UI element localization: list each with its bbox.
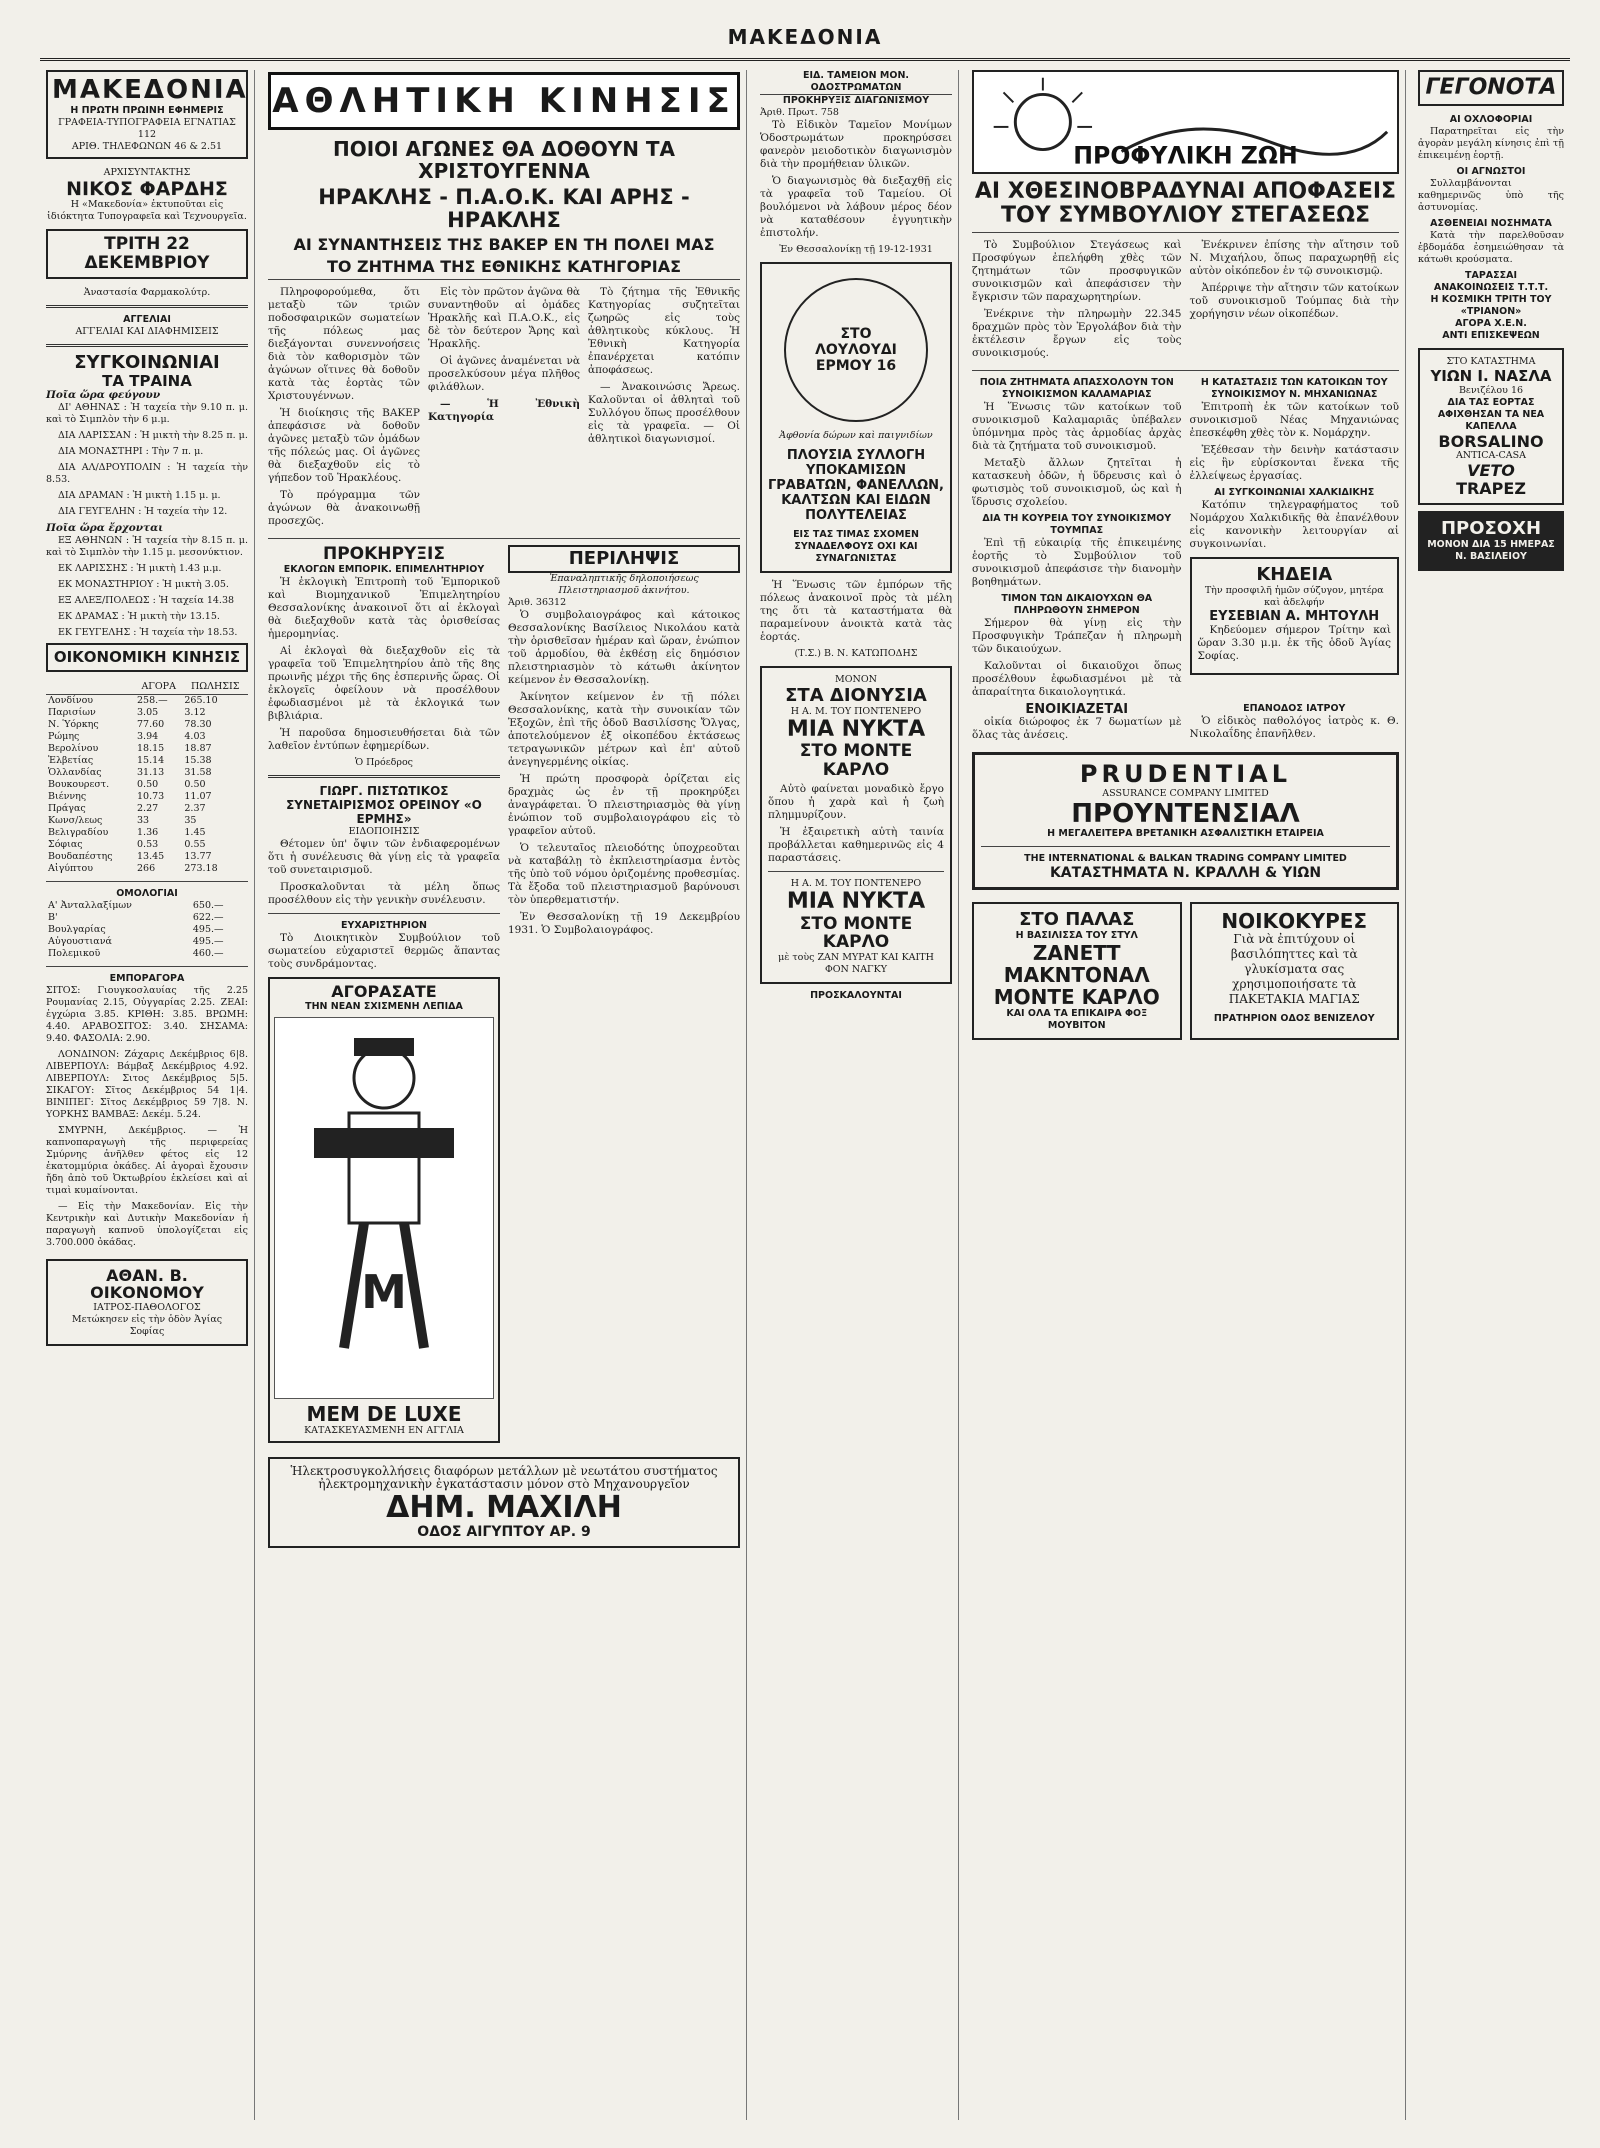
welding-text: Ἡλεκτροσυγκολλήσεις διαφόρων μετάλλων μὲ νεωτάτου συστήματος ἠλεκτρομηχανικὴν ἐγκατάστασιν μόνον στὸ Μηχανουργεῖον [290, 1463, 718, 1491]
summary-text: Ὁ συμβολαιογράφος καὶ κάτοικος Θεσσαλονίκης Βασίλειος Νικολάου κατὰ τὴν ὁρισθεῖσαν ἡμέραν καὶ ὥραν, ἐνώπιον τοῦ ἁρμοδίου, θὰ ἐκθέσῃ εἰς δημόσιον πλειστηριασμὸν τὸ κάτωθι ἀκίνητον κείμενον ἐν Θεσσαλονίκῃ. [508, 609, 740, 687]
events-title-box [1418, 70, 1564, 106]
paper-tagline: Η ΠΡΩΤΗ ΠΡΩΙΝΗ ΕΦΗΜΕΡΙΣ [70, 104, 224, 116]
masthead-title: ΜΑΚΕΔΟΝΙΑ [727, 25, 883, 49]
house-text: Γιὰ νὰ ἐπιτύχουν οἱ βασιλόπηττες καὶ τὰ γλυκίσματα σας χρησιμοποιήσατε τὰ ΠΑΚΕΤΑΚΙΑ ΜΑΓΙΑΣ [1228, 932, 1360, 1007]
palace-title: ΜΟΝΤΕ ΚΑΡΛΟ [993, 985, 1160, 1010]
issue-date: ΤΡΙΤΗ 22 ΔΕΚΕΜΒΡΙΟΥ [84, 234, 210, 274]
commerce-text: ΣΙΤΟΣ: Γιουγκοσλαυίας τῆς 2.25 Ρουμανίας 2.15, Οὐγγαρίας 2.25. ΖΕΑΙ: ἐγχώρια 3.85. ΚΡΙΘΗ: 3.85. ΒΡΩΜΗ: 4.40. ΑΡΑΒΟΣΙΤΟΣ: 3.40. ΣΗΣΑΜΑ: 9.40. ΦΑΣΟΛΙΑ: 2.90. [46, 984, 248, 1044]
notice2-title: ΓΙΩΡΓ. ΠΙΣΤΩΤΙΚΟΣ ΣΥΝΕΤΑΙΡΙΣΜΟΣ ΟΡΕΙΝΟΥ «Ο ΕΡΜΗΣ» [286, 784, 482, 827]
hat-shop-ad [1418, 348, 1564, 505]
tender-sign: Ἐν Θεσσαλονίκῃ τῇ 19-12-1931 [779, 244, 933, 255]
table-row: Ὁλλανδίας 31.13 31.58 [48, 766, 212, 778]
column-middle: ΕΙΔ. ΤΑΜΕΙΟΝ ΜΟΝ. ΟΔΟΣΤΡΩΜΑΤΩΝ ΠΡΟΚΗΡΥΞΙΣ ΔΙΑΓΩΝΙΣΜΟΥ Ἀριθ. Πρωτ. 758 Τὸ Εἰδικὸν Ταμεῖον Μονίμων Ὁδοστρωμάτων προκηρύσσει φανερὸν μειοδοτικὸν διαγωνισμὸν διὰ τὴν προμήθειαν ὑλικῶν. Ὁ διαγωνισμὸς θὰ διεξαχθῇ εἰς τὰ γραφεῖα τοῦ Ταμείου. Οἱ βουλόμενοι νὰ λάβουν μέρος δέον νὰ καταθέσουν ἐγγυητικὴν ἐπιστολήν. Ἐν Θεσσαλονίκῃ τῇ 19-12-1931 ΣΤΟ ΛΟΥΛΟΥΔΙ ΕΡΜΟΥ 16 Ἀφθονία δώρων καὶ παιγνιδίων ΠΛΟΥΣΙΑ ΣΥΛΛΟΓΗ ΥΠΟΚΑΜΙΣΩΝ ΓΡΑΒΑΤΩΝ, ΦΑΝΕΛΛΩΝ, ΚΑΛΤΣΩΝ ΚΑΙ ΕΙΔΩΝ ΠΟΛΥΤΕΛΕΙΑΣ ΕΙΣ ΤΑΣ ΤΙΜΑΣ ΣΧΟΜΕΝ ΣΥΝΑΔΕΛΦΟΥΣ ΟΧΙ ΚΑΙ ΣΥΝΑΓΩΝΙΣΤΑΣ Ἡ Ἕνωσις τῶν ἐμπόρων τῆς πόλεως ἀνακοινοῖ πρὸς τὰ μέλη της ὅτι τὰ καταστήματα θὰ παραμείνουν ἀνοικτὰ κατὰ τὰς ἑορτάς. (Τ.Σ.) Β. Ν. ΚΑΤΩΠΟΔΗΣ ΜΟΝΟΝ ΣΤΑ ΔΙΟΝΥΣΙΑ Η Α. Μ. ΤΟΥ ΠΟΝΤΕΝΕΡΟ ΜΙΑ ΝΥΚΤΑ ΣΤΟ ΜΟΝΤΕ ΚΑΡΛΟ Αὐτὸ φαίνεται μοναδικὸ ἔργο ὅπου ἡ χαρὰ καὶ ἡ ζωὴ πλημμυρίζουν. Ἡ ἐξαιρετικὴ αὐτὴ ταινία προβάλλεται καθημερινῶς εἰς 4 παραστάσεις. Η Α. Μ. ΤΟΥ ΠΟΝΤΕΝΕΡΟ ΜΙΑ ΝΥΚΤΑ ΣΤΟ ΜΟΝΤΕ ΚΑΡΛΟ μὲ τοὺς ΖΑΝ ΜΥΡΑΤ ΚΑΙ ΚΑΙΤΗ ΦΟΝ ΝΑΓΚΥ ΠΡΟΣΚΑΛΟΥΝΤΑΙ [754, 70, 959, 2120]
summary-number: Ἀριθ. 36312 [508, 597, 567, 609]
event-heading: ΑΝΑΚΟΙΝΩΣΕΙΣ Τ.Τ.Τ. [1433, 282, 1549, 294]
table-row: Βιέννης 10.73 11.07 [48, 790, 212, 802]
departures-title: Ποῖα ὥρα φεύγουν [46, 389, 161, 402]
press-note: Η «Μακεδονία» ἐκτυποῦται εἰς ἰδιόκτητα Τυπογραφεῖα καὶ Τεχνουργεῖα. [47, 199, 247, 223]
return-text: Ὁ εἰδικὸς παθολόγος ἰατρὸς κ. Θ. Νικολαΐδης ἐπανῆλθεν. [1189, 715, 1399, 741]
razor-man-illustration [274, 1017, 494, 1399]
column-sports [262, 70, 747, 2120]
cinema1-title: ΜΙΑ ΝΥΚΤΑ [786, 716, 926, 742]
union-sign: (Τ.Σ.) Β. Ν. ΚΑΤΩΠΟΔΗΣ [794, 648, 918, 659]
sec1-text: Ἡ Ἕνωσις τῶν κατοίκων τοῦ συνοικισμοῦ Καλαμαριᾶς ὑπέβαλεν ὑπόμνημα πρὸς τὰς ἁρμοδίας ἀρχὰς διὰ τὰ ζητήματα τοῦ συνοικισμοῦ. [972, 401, 1182, 453]
ads-text: ΑΓΓΕΛΙΑΙ ΚΑΙ ΔΙΑΦΗΜΙΣΕΙΣ [75, 325, 219, 337]
event-heading: Η ΚΟΣΜΙΚΗ ΤΡΙΤΗ ΤΟΥ «ΤΡΙΑΝΟΝ» [1430, 294, 1552, 318]
refugee-headline-2: ΤΟΥ ΣΥΜΒΟΥΛΙΟΥ ΣΤΕΓΑΣΕΩΣ [972, 204, 1399, 233]
list-item: ΔΙΑ ΛΑΡΙΣΣΑΝ : Ἡ μικτὴ τὴν 8.25 π. μ. [58, 430, 248, 442]
bonds-title: ΟΜΟΛΟΓΙΑΙ [116, 887, 178, 899]
palace-top: ΣΤΟ ΠΑΛΑΣ [1019, 909, 1135, 931]
arrivals-title: Ποῖα ὥρα ἔρχονται [46, 522, 164, 535]
shop-text-2: ΠΛΟΥΣΙΑ ΣΥΛΛΟΓΗ ΥΠΟΚΑΜΙΣΩΝ ΓΡΑΒΑΤΩΝ, ΦΑΝΕΛΛΩΝ, ΚΑΛΤΣΩΝ ΚΑΙ ΕΙΔΩΝ ΠΟΛΥΤΕΛΕΙΑΣ [768, 448, 944, 523]
paper-title: ΜΑΚΕΔΟΝΙΑ [52, 75, 248, 105]
house-shop: ΠΡΑΤΗΡΙΟΝ ΟΔΟΣ ΒΕΝΙΖΕΛΟΥ [1213, 1013, 1375, 1025]
refugee-text-a: Τὸ Συμβούλιον Στεγάσεως καὶ Προσφύγων ἐπελήφθη χθὲς τῶν ζητημάτων τῶν προσφυγικῶν συνοικισμῶν καὶ ἀπεφάσισεν τὴν ἔγκρισιν τῶν παραχωρητηρίων. [972, 239, 1182, 304]
table-row: Α' Ἀνταλλαξίμων 650.— [48, 899, 224, 911]
paper-address: ΓΡΑΦΕΙΑ-ΤΥΠΟΓΡΑΦΕΙΑ ΕΓΝΑΤΙΑΣ 112 [58, 116, 236, 140]
table-row: Κωνσ/λεως 33 35 [48, 814, 197, 826]
banner-title: ΠΡΟΦΥΛΙΚΗ ΖΩΗ [1073, 141, 1298, 170]
article-paragraph: — Ἀνακοινώσις Ἄρεως. Καλοῦνται οἱ ἀθληταὶ τοῦ Συλλόγου ὅπως προσέλθουν εἰς τὰ γραφεῖα. — Οἱ ἀθλητικοὶ διαγωνισμοί. [588, 381, 740, 446]
palace-cinema-ad [972, 902, 1182, 1040]
prudential-desc: Η ΜΕΓΑΛΕΙΤΕΡΑ ΒΡΕΤΑΝΙΚΗ ΑΣΦΑΛΙΣΤΙΚΗ ΕΤΑΙΡΕΙΑ [1047, 828, 1324, 840]
doctor-address: Μετώκησεν εἰς τὴν ὁδὸν Ἀγίας Σοφίας [71, 1313, 223, 1337]
thanks-text: Τὸ Διοικητικὸν Συμβούλιον τοῦ σωματείου εὐχαριστεῖ θερμῶς ἅπαντας τοὺς συνδράμοντας. [268, 932, 500, 971]
column-events: ΓΕΓΟΝΟΤΑ ΑΙ ΟΧΛΟΦΟΡΙΑΙ Παρατηρεῖται εἰς τὴν ἀγορὰν μεγάλη κίνησις ἐπὶ τῇ ἐπικειμένῃ ἑορτῇ. ΟΙ ΑΓΝΩΣΤΟΙ Συλλαμβάνονται καθημερινῶς ὑπὸ τῆς ἀστυνομίας. ΑΣΘΕΝΕΙΑΙ ΝΟΣΗΜΑΤΑ Κατὰ τὴν παρελθοῦσαν ἑβδομάδα ἐσημειώθησαν τὰ κάτωθι κρούσματα. ΤΑΡΑΣΣΑΙ ΑΝΑΚΟΙΝΩΣΕΙΣ Τ.Τ.Τ. Η ΚΟΣΜΙΚΗ ΤΡΙΤΗ ΤΟΥ «ΤΡΙΑΝΟΝ» ΑΓΟΡΑ Χ.Ε.Ν. ΑΝΤΙ ΕΠΙΣΚΕΨΕΩΝ ΣΤΟ ΚΑΤΑΣΤΗΜΑ ΥΙΩΝ Ι. ΝΑΣΛΑ Βενιζέλου 16 ΔΙΑ ΤΑΣ ΕΟΡΤΑΣ ΑΦΙΧΘΗΣΑΝ ΤΑ ΝΕΑ ΚΑΠΕΛΛΑ BORSALINO ANTICA-CASA VETO TRAPEZ ΠΡΟΣΟΧΗ ΜΟΝΟΝ ΔΙΑ 15 ΗΜΕΡΑΣ Ν. ΒΑΣΙΛΕΙΟΥ [1412, 70, 1570, 2120]
attention-text: ΜΟΝΟΝ ΔΙΑ 15 ΗΜΕΡΑΣ [1427, 539, 1555, 551]
cinema1-title2: ΣΤΟ ΜΟΝΤΕ ΚΑΡΛΟ [799, 740, 913, 780]
event-heading: ΑΙ ΟΧΛΟΦΟΡΙΑΙ [1449, 114, 1533, 126]
shop-circle: ΣΤΟ ΛΟΥΛΟΥΔΙ ΕΡΜΟΥ 16 [784, 278, 928, 422]
notice1-title: ΠΡΟΚΗΡΥΞΙΣ [323, 544, 445, 565]
cinema1-text: Αὐτὸ φαίνεται μοναδικὸ ἔργο ὅπου ἡ χαρὰ καὶ ἡ ζωὴ πλημμυρίζουν. [768, 783, 944, 822]
masthead [40, 18, 1570, 61]
table-row: Ἑλβετίας 15.14 15.38 [48, 754, 212, 766]
notice1-sub: ΕΚΛΟΓΩΝ ΕΜΠΟΡΙΚ. ΕΠΙΜΕΛΗΤΗΡΙΟΥ [283, 564, 485, 576]
editor-label: ΑΡΧΙΣΥΝΤΑΚΤΗΣ [103, 166, 191, 178]
notice1-sign: Ὁ Πρόεδρος [354, 757, 414, 769]
notice-bottom: ΠΡΟΣΚΑΛΟΥΝΤΑΙ [810, 989, 902, 1001]
list-item: ΔΙ' ΑΘΗΝΑΣ : Ἡ ταχεία τὴν 9.10 π. μ. καὶ τὸ Σιμπλὸν τὴν 6 μ.μ. [46, 402, 248, 426]
title-box [46, 70, 248, 159]
paper-phones: ΑΡΙΘ. ΤΗΛΕΦΩΝΩΝ 46 & 2.51 [71, 140, 223, 152]
poster-title: ΑΓΟΡΑΣΑΤΕ [331, 982, 437, 1002]
table-row: Β' 622.— [48, 911, 224, 923]
flower-shop-ad [760, 262, 952, 573]
hat-shop-addr: Βενιζέλου 16 [1458, 384, 1524, 396]
funeral-notice [1190, 557, 1400, 675]
funeral-title: ΚΗΔΕΙΑ [1256, 564, 1333, 586]
newspaper-page [40, 18, 1570, 2128]
notices-column: ΠΡΟΚΗΡΥΞΙΣ ΕΚΛΟΓΩΝ ΕΜΠΟΡΙΚ. ΕΠΙΜΕΛΗΤΗΡΙΟΥ Ἡ ἐκλογικὴ Ἐπιτροπὴ τοῦ Ἐμπορικοῦ καὶ Βιομηχανικοῦ Ἐπιμελητηρίου Θεσσαλονίκης ἀνακοινοῖ ὅτι αἱ ἐκλογαὶ θὰ διεξαχθοῦν κατὰ τὰς ὁρισθείσας ἡμερομηνίας. Αἱ ἐκλογαὶ θὰ διεξαχθοῦν εἰς τὰ γραφεῖα τοῦ Ἐπιμελητηρίου ἀπὸ τῆς 8ης πρωινῆς μέχρι τῆς 6ης ἑσπερινῆς ὥρας. Οἱ ἐκλογεῖς ὀφείλουν νὰ προσέλθουν ἐφωδιασμένοι μὲ τὰ ἐκλογικά των βιβλιάρια. Ἡ παροῦσα δημοσιευθήσεται διὰ τῶν λαθεῖον ἐντύπων ἐφημερίδων. Ὁ Πρόεδρος ΓΙΩΡΓ. ΠΙΣΤΩΤΙΚΟΣ ΣΥΝΕΤΑΙΡΙΣΜΟΣ ΟΡΕΙΝΟΥ «Ο ΕΡΜΗΣ» ΕΙΔΟΠΟΙΗΣΙΣ Θέτομεν ὑπ' ὄψιν τῶν ἐνδιαφερομένων ὅτι ἡ συνέλευσις θὰ γίνῃ εἰς τὰ γραφεῖα τοῦ συνεταιρισμοῦ. Προσκαλοῦνται τὰ μέλη ὅπως προσέλθουν εἰς τὴν γενικὴν συνέλευσιν. ΕΥΧΑΡΙΣΤΗΡΙΟΝ Τὸ Διοικητικὸν Συμβούλιον τοῦ σωματείου εὐχαριστεῖ θερμῶς ἅπαντας τοὺς συνδράμοντας. ΑΓΟΡΑΣΑΤΕ ΤΗΝ ΝΕΑΝ ΣΧΙΣΜΕΝΗ ΛΕΠΙΔΑ M MEM DE LUXE ΚΑΤΑΣΚΕΥΑΣΜΕΝΗ ΕΝ ΑΓΓΛΙΑ [268, 545, 500, 1448]
hat-shop-name: ΥΙΩΝ Ι. ΝΑΣΛΑ [1430, 367, 1552, 386]
refugee-life-banner [972, 70, 1399, 174]
ads-label: ΑΓΓΕΛΙΑΙ [123, 313, 171, 325]
headline-2: ΗΡΑΚΛΗΣ - Π.Α.Ο.Κ. ΚΑΙ ΑΡΗΣ - ΗΡΑΚΛΗΣ [318, 185, 690, 233]
list-item: ΔΙΑ ΔΡΑΜΑΝ : Ἡ μικτὴ 1.15 μ. μ. [58, 490, 221, 502]
cinema2-cast: μὲ τοὺς ΖΑΝ ΜΥΡΑΤ ΚΑΙ ΚΑΙΤΗ ΦΟΝ ΝΑΓΚΥ [778, 951, 934, 975]
attention-foot: Ν. ΒΑΣΙΛΕΙΟΥ [1455, 551, 1527, 563]
list-item: ΔΙΑ ΑΛ/ΔΡΟΥΠΟΛΙΝ : Ἡ ταχεία τὴν 8.53. [46, 462, 248, 486]
tender-sub: ΠΡΟΚΗΡΥΞΙΣ ΔΙΑΓΩΝΙΣΜΟΥ [782, 95, 930, 106]
brand-trapez: TRAPEZ [1456, 478, 1526, 498]
tender-text: Τὸ Εἰδικὸν Ταμεῖον Μονίμων Ὁδοστρωμάτων προκηρύσσει φανερὸν μειοδοτικὸν διαγωνισμὸν διὰ τὴν προμήθειαν ὑλικῶν. [760, 119, 952, 170]
welding-address: ΟΔΟΣ ΑΙΓΥΠΤΟΥ ΑΡ. 9 [417, 1523, 591, 1540]
prudential-sub: ASSURANCE COMPANY LIMITED [1102, 787, 1269, 799]
sports-banner: ΑΘΛΗΤΙΚΗ ΚΙΝΗΣΙΣ [268, 72, 740, 130]
cinema1-venue: ΣΤΑ ΔΙΟΝΥΣΙΑ [785, 685, 927, 706]
sec1-title: ΠΟΙΑ ΖΗΤΗΜΑΤΑ ΑΠΑΣΧΟΛΟΥΝ ΤΟΝ ΣΥΝΟΙΚΙΣΜΟΝ ΚΑΛΑΜΑΡΙΑΣ [979, 377, 1174, 401]
rent-title: ΕΝΟΙΚΙΑΖΕΤΑΙ [1025, 702, 1129, 718]
house-title: ΝΟΙΚΟΚΥΡΕΣ [1221, 909, 1368, 934]
transport-title: ΣΥΓΚΟΙΝΩΝΙΑΙ [74, 351, 220, 373]
table-header: ΠΩΛΗΣΙΣ [182, 680, 248, 695]
event-heading: ΟΙ ΑΓΝΩΣΤΟΙ [1456, 166, 1526, 178]
brand-veto: VETO [1467, 461, 1515, 481]
funeral-name: ΕΥΣΕΒΙΑΝ Α. ΜΗΤΟΥΛΗ [1209, 609, 1380, 625]
hat-shop-top: ΣΤΟ ΚΑΤΑΣΤΗΜΑ [1446, 356, 1536, 368]
events-title: ΓΕΓΟΝΟΤΑ [1425, 75, 1557, 100]
sec3-text: Σήμερον θὰ γίνῃ εἰς τὴν Προσφυγικὴν Τράπεζαν ἡ πληρωμὴ τῶν δικαιούχων. [972, 617, 1182, 656]
summary-column: ΠΕΡΙΛΗΨΙΣ Ἐπαναληπτικῆς δηλοποιήσεως Πλειστηριασμοῦ ἀκινήτου. Ἀριθ. 36312 Ὁ συμβολαιογράφος καὶ κάτοικος Θεσσαλονίκης Βασίλειος Νικολάου κατὰ τὴν ὁρισθεῖσαν ἡμέραν καὶ ὥραν, ἐνώπιον τοῦ ἁρμοδίου, θὰ ἐκθέσῃ εἰς δημόσιον πλειστηριασμὸν τὸ κάτωθι ἀκίνητον κείμενον ἐν Θεσσαλονίκῃ. Ἀκίνητον κείμενον ἐν τῇ πόλει Θεσσαλονίκης, κατὰ τὴν συνοικίαν τῶν Ἐξοχῶν, ἐπὶ τῆς ὁδοῦ Βασιλίσσης Ὄλγας, ἀποτελούμενον ἐξ οἰκοπέδου ἐκτάσεως τετραγωνικῶν μέτρων καὶ ἐπ' αὐτοῦ ἀνεγηγερμένης οἰκίας. Ἡ πρώτη προσφορὰ ὁρίζεται εἰς δραχμὰς ὡς ἐν τῇ προκηρύξει ἀναγράφεται. Ὁ πλειστηριασμὸς θὰ γίνῃ ἐνώπιον τοῦ συμβολαιογράφου εἰς τὸ γραφεῖον αὐτοῦ. Ὁ τελευταῖος πλειοδότης ὑποχρεοῦται νὰ καταβάλῃ τὸ ἐκπλειστηρίασμα ἐντὸς τῆς ὑπὸ τοῦ νόμου ὁριζομένης προθεσμίας. Τὰ ἔξοδα τοῦ πλειστηριασμοῦ βαρύνουσι τὸν ὑπερθεματιστήν. Ἐν Θεσσαλονίκῃ τῇ 19 Δεκεμβρίου 1931. Ὁ Συμβολαιογράφος. [508, 545, 740, 1448]
housewives-ad [1190, 902, 1400, 1040]
notice2-sub: ΕΙΔΟΠΟΙΗΣΙΣ [348, 826, 420, 838]
econ-title: ΟΙΚΟΝΟΜΙΚΗ ΚΙΝΗΣΙΣ [53, 648, 241, 667]
saints-of-day: Ἀναστασία Φαρμακολύτρ. [83, 286, 211, 298]
razor-man-icon [275, 1018, 493, 1398]
table-row: Λονδίνου 258.— 265.10 [48, 694, 218, 706]
table-row: Σόφιας 0.53 0.55 [48, 838, 206, 850]
poster-foot: ΚΑΤΑΣΚΕΥΑΣΜΕΝΗ ΕΝ ΑΓΓΛΙΑ [304, 1424, 464, 1436]
sec4-text: Ἐπιτροπὴ ἐκ τῶν κατοίκων τοῦ συνοικισμοῦ Νέας Μηχανιώνας ἐπεσκέφθη χθὲς τὸν κ. Νομάρχην. [1189, 401, 1399, 440]
table-row: Βερολίνου 18.15 18.87 [48, 742, 212, 754]
cinema2-title: ΜΙΑ ΝΥΚΤΑ [786, 889, 926, 915]
attention-title: ΠΡΟΣΟΧΗ [1440, 518, 1542, 540]
list-item: ΕΚ ΓΕΥΓΕΛΗΣ : Ἡ ταχεία τὴν 18.53. [58, 627, 238, 639]
attention-ad [1418, 511, 1564, 571]
palace-sub: Η ΒΑΣΙΛΙΣΣΑ ΤΟΥ ΣΤΥΛ [1015, 930, 1138, 942]
arrivals-list [46, 535, 248, 639]
poster-sub: ΤΗΝ ΝΕΑΝ ΣΧΙΣΜΕΝΗ ΛΕΠΙΔΑ [305, 1000, 463, 1012]
palace-star: ΖΑΝΕΤΤ ΜΑΚΝΤΟΝΑΛ [1003, 941, 1150, 988]
summary-title: ΠΕΡΙΛΗΨΙΣ [508, 545, 740, 573]
headline-4: ΤΟ ΖΗΤΗΜΑ ΤΗΣ ΕΘΝΙΚΗΣ ΚΑΤΗΓΟΡΙΑΣ [268, 258, 740, 281]
prudential-rep: THE INTERNATIONAL & BALKAN TRADING COMPANY LIMITED [1024, 853, 1347, 865]
palace-sub2: ΚΑΙ ΟΛΑ ΤΑ ΕΠΙΚΑΙΡΑ ΦΟΞ ΜΟΥΒΙΤΟΝ [1006, 1008, 1148, 1032]
sec2-text: Ἐπὶ τῇ εὐκαιρίᾳ τῆς ἐπικειμένης ἑορτῆς τὸ Συμβούλιον τοῦ συνοικισμοῦ ἀπεφάσισε τὴν διανομὴν βοηθημάτων. [972, 537, 1182, 589]
headline-1: ΠΟΙΟΙ ΑΓΩΝΕΣ ΘΑ ΔΟΘΟΥΝ ΤΑ ΧΡΙΣΤΟΥΓΕΝΝΑ [332, 137, 676, 183]
list-item: ΕΞ ΑΛΕΞ/ΠΟΛΕΩΣ : Ἡ ταχεία 14.38 [58, 595, 235, 607]
cinema1-sub: Η Α. Μ. ΤΟΥ ΠΟΝΤΕΝΕΡΟ [790, 705, 922, 717]
column-refugees: ΠΡΟΦΥΛΙΚΗ ΖΩΗ ΑΙ ΧΘΕΣΙΝΟΒΡΑΔΥΝΑΙ ΑΠΟΦΑΣΕΙΣ ΤΟΥ ΣΥΜΒΟΥΛΙΟΥ ΣΤΕΓΑΣΕΩΣ Τὸ Συμβούλιον Στεγάσεως καὶ Προσφύγων ἐπελήφθη χθὲς τῶν ζητημάτων τῶν προσφυγικῶν συνοικισμῶν καὶ ἀπεφάσισεν τὴν ἔγκρισιν τῶν παραχωρητηρίων. Ἐνέκρινε τὴν πληρωμὴν 22.345 δραχμῶν πρὸς τὸν Ἐργολάβον διὰ τὴν ἐκτέλεσιν ἔργων εἰς τοὺς συνοικισμούς. Ἐνέκρινεν ἐπίσης τὴν αἴτησιν τοῦ Ν. Μιχαήλου, ὅπως παραχωρηθῇ εἰς αὐτὸν οἰκόπεδον ἐν τῷ συνοικισμῷ. Ἀπέρριψε τὴν αἴτησιν τῶν κατοίκων τοῦ συνοικισμοῦ Τούμπας διὰ τὴν χορήγησιν νέων οἰκοπέδων. ΠΟΙΑ ΖΗΤΗΜΑΤΑ ΑΠΑΣΧΟΛΟΥΝ ΤΟΝ ΣΥΝΟΙΚΙΣΜΟΝ ΚΑΛΑΜΑΡΙΑΣ Ἡ Ἕνωσις τῶν κατοίκων τοῦ συνοικισμοῦ Καλαμαριᾶς ὑπέβαλεν ὑπόμνημα πρὸς τὰς ἁρμοδίας ἀρχὰς διὰ τὰ ζητήματα τοῦ συνοικισμοῦ. Μεταξὺ ἄλλων ζητεῖται ἡ κατασκευὴ ὁδῶν, ἡ ὕδρευσις καὶ ὁ φωτισμὸς τοῦ συνοικισμοῦ, ὡς καὶ ἡ ἵδρυσις σχολείου. ΔΙΑ ΤΗ ΚΟΥΡΕΙΑ ΤΟΥ ΣΥΝΟΙΚΙΣΜΟΥ ΤΟΥΜΠΑΣ Ἐπὶ τῇ εὐκαιρίᾳ τῆς ἐπικειμένης ἑορτῆς τὸ Συμβούλιον τοῦ συνοικισμοῦ ἀπεφάσισε τὴν διανομὴν βοηθημάτων. ΤΙΜΟΝ ΤΩΝ ΔΙΚΑΙΟΥΧΩΝ ΘΑ ΠΛΗΡΩΘΟΥΝ ΣΗΜΕΡΟΝ Σήμερον θὰ γίνῃ εἰς τὴν Προσφυγικὴν Τράπεζαν ἡ πληρωμὴ τῶν δικαιούχων. Καλοῦνται οἱ δικαιοῦχοι ὅπως προσέλθουν ἐφωδιασμένοι μὲ τὰ ἀπαραίτητα δικαιολογητικά. Η ΚΑΤΑΣΤΑΣΙΣ ΤΩΝ ΚΑΤΟΙΚΩΝ ΤΟΥ ΣΥΝΟΙΚΙΣΜΟΥ Ν. ΜΗΧΑΝΙΩΝΑΣ Ἐπιτροπὴ ἐκ τῶν κατοίκων τοῦ συνοικισμοῦ Νέας Μηχανιώνας ἐπεσκέφθη χθὲς τὸν κ. Νομάρχην. Ἐξέθεσαν τὴν δεινὴν κατάστασιν εἰς ἣν εὑρίσκονται ἕνεκα τῆς ἐλλείψεως ἐργασίας. ΑΙ ΣΥΓΚΟΙΝΩΝΙΑΙ ΧΑΛΚΙΔΙΚΗΣ Κατόπιν τηλεγραφήματος τοῦ Νομάρχου Χαλκιδικῆς θὰ ἐπανέλθουν εἰς κανονικὴν λειτουργίαν αἱ συγκοινωνίαι. ΚΗΔΕΙΑ Τὴν προσφιλῆ ἡμῶν σύζυγον, μητέρα καὶ ἀδελφήν ΕΥΣΕΒΙΑΝ Α. ΜΗΤΟΥΛΗ Κηδεύομεν σήμερον Τρίτην καὶ ὥραν 3.30 μ.μ. ἐκ τῆς ὁδοῦ Ἁγίας Σοφίας. ΕΝΟΙΚΙΑΖΕΤΑΙ οἰκία διώροφος ἐκ 7 δωματίων μὲ ὅλας τὰς ἀνέσεις. ΕΠΑΝΟΔΟΣ ΙΑΤΡΟΥ Ὁ εἰδικὸς παθολόγος ἰατρὸς κ. Θ. Νικολαΐδης ἐπανῆλθεν. PRUDENTIAL ASSURANCE COMPANY LIMITED ΠΡΟΥΝΤΕΝΣΙΑΛ Η ΜΕΓΑΛΕΙΤΕΡΑ ΒΡΕΤΑΝΙΚΗ ΑΣΦΑΛΙΣΤΙΚΗ ΕΤΑΙΡΕΙΑ THE INTERNATIONAL & BALKAN TRADING COMPANY LIMITED ΚΑΤΑΣΤΗΜΑΤΑ Ν. ΚΡΑΛΛΗ & ΥΙΩΝ ΣΤΟ ΠΑΛΑΣ Η ΒΑΣΙΛΙΣΣΑ ΤΟΥ ΣΤΥΛ ΖΑΝΕΤΤ ΜΑΚΝΤΟΝΑΛ ΜΟΝΤΕ ΚΑΡΛΟ ΚΑΙ ΟΛΑ ΤΑ ΕΠΙΚΑΙΡΑ ΦΟΞ ΜΟΥΒΙΤΟΝ ΝΟΙΚΟΚΥΡΕΣ Γιὰ νὰ ἐπιτύχουν οἱ βασιλόπηττες καὶ τὰ γλυκίσματα σας χρησιμοποιήσατε τὰ ΠΑΚΕΤΑΚΙΑ ΜΑΓΙΑΣ ΠΡΑΤΗΡΙΟΝ ΟΔΟΣ ΒΕΝΙΖΕΛΟΥ [966, 70, 1406, 2120]
date-box [46, 229, 248, 278]
prudential-ad [972, 752, 1399, 890]
refugee-text-b: Ἐνέκρινεν ἐπίσης τὴν αἴτησιν τοῦ Ν. Μιχαήλου, ὅπως παραχωρηθῇ εἰς αὐτὸν οἰκόπεδον ἐν τῷ συνοικισμῷ. [1189, 239, 1399, 278]
sports-article: Πληροφορούμεθα, ὅτι μεταξὺ τῶν τριῶν ποδοσφαιρικῶν σωματείων τῆς πόλεως μας διεξάγονται συνεννοήσεις διὰ τὸν καθορισμὸν τῶν ἀγώνων οἵτινες θὰ δοθοῦν κατὰ τὰς ἑορτὰς τῶν Χριστουγέννων. Ἡ διοίκησις τῆς ΒΑΚΕΡ ἀπεφάσισε νὰ δοθοῦν ἀγῶνες μεταξὺ τῶν ὁμάδων τῆς πόλεώς μας. Οἱ ἀγῶνες θὰ διεξαχθοῦν εἰς τὸ γήπεδον τοῦ Ἡρακλέους. Τὸ πρόγραμμα τῶν ἀγώνων θὰ ἀνακοινωθῇ προσεχῶς. Εἰς τὸν πρῶτον ἀγῶνα θὰ συναντηθοῦν αἱ ὁμάδες Ἡρακλῆς καὶ Π.Α.Ο.Κ., εἰς δὲ τὸν δεύτερον Ἄρης καὶ Ἡρακλῆς. Οἱ ἀγῶνες ἀναμένεται νὰ προσελκύσουν μέγα πλῆθος φιλάθλων. — Ἡ Ἐθνικὴ Κατηγορία Τὸ ζήτημα τῆς Ἐθνικῆς Κατηγορίας συζητεῖται ζωηρῶς εἰς τοὺς ἀθλητικοὺς κύκλους. Ἡ Ἐθνικὴ Κατηγορία ἐπανέρχεται κατόπιν ἀποφάσεως. — Ἀνακοινώσις Ἄρεως. Καλοῦνται οἱ ἀθληταὶ τοῦ Συλλόγου ὅπως προσέλθουν εἰς τὰ γραφεῖα. — Οἱ ἀθλητικοὶ διαγωνισμοί. [268, 286, 740, 528]
event-heading: ΑΓΟΡΑ Χ.Ε.Ν. [1455, 318, 1527, 330]
doctor-ad [46, 1259, 248, 1346]
table-row: Ρώμης 3.94 4.03 [48, 730, 206, 742]
prudential-title: PRUDENTIAL [1079, 760, 1292, 789]
list-item: ΕΚ ΜΟΝΑΣΤΗΡΙΟΥ : Ἡ μικτὴ 3.05. [58, 579, 229, 591]
tender-number: Ἀριθ. Πρωτ. 758 [760, 107, 839, 118]
list-item: ΔΙΑ ΜΟΝΑΣΤΗΡΙ : Τὴν 7 π. μ. [58, 446, 204, 458]
rent-text: οἰκία διώροφος ἐκ 7 δωματίων μὲ ὅλας τὰς ἀνέσεις. [972, 716, 1182, 742]
poster-brand: MEM DE LUXE [306, 1401, 462, 1426]
list-item: ΔΙΑ ΓΕΥΓΕΛΗΝ : Ἡ ταχεία τὴν 12. [58, 506, 228, 518]
table-row: Βελιγραδίου 1.36 1.45 [48, 826, 206, 838]
table-header [46, 680, 135, 695]
table-row: Αὐγουστιανά 495.— [48, 935, 224, 947]
table-row: Πολεμικοῦ 460.— [48, 947, 224, 959]
doctor-name: ΑΘΑΝ. Β. ΟΙΚΟΝΟΜΟΥ [90, 1265, 204, 1303]
bonds-table [46, 900, 248, 960]
econ-box [46, 643, 248, 672]
brand-borsalino: BORSALINO [1438, 431, 1544, 451]
table-row: Βουδαπέστης 13.45 13.77 [48, 850, 212, 862]
prudential-greek: ΠΡΟΥΝΤΕΝΣΙΑΛ [1071, 798, 1300, 829]
tender-title: ΕΙΔ. ΤΑΜΕΙΟΝ ΜΟΝ. ΟΔΟΣΤΡΩΜΑΤΩΝ [760, 70, 952, 95]
funeral-text2: Κηδεύομεν σήμερον Τρίτην καὶ ὥραν 3.30 μ.μ. ἐκ τῆς ὁδοῦ Ἁγίας Σοφίας. [1197, 624, 1391, 663]
summary-sub: Ἐπαναληπτικῆς δηλοποιήσεως Πλειστηριασμοῦ ἀκινήτου. [549, 573, 699, 597]
table-header: ΑΓΟΡΑ [135, 680, 182, 695]
cinema-ad-1: ΜΟΝΟΝ ΣΤΑ ΔΙΟΝΥΣΙΑ Η Α. Μ. ΤΟΥ ΠΟΝΤΕΝΕΡΟ ΜΙΑ ΝΥΚΤΑ ΣΤΟ ΜΟΝΤΕ ΚΑΡΛΟ Αὐτὸ φαίνεται μοναδικὸ ἔργο ὅπου ἡ χαρὰ καὶ ἡ ζωὴ πλημμυρίζουν. Ἡ ἐξαιρετικὴ αὐτὴ ταινία προβάλλεται καθημερινῶς εἰς 4 παραστάσεις. Η Α. Μ. ΤΟΥ ΠΟΝΤΕΝΕΡΟ ΜΙΑ ΝΥΚΤΑ ΣΤΟ ΜΟΝΤΕ ΚΑΡΛΟ μὲ τοὺς ΖΑΝ ΜΥΡΑΤ ΚΑΙ ΚΑΙΤΗ ΦΟΝ ΝΑΓΚΥ [760, 666, 952, 984]
article-paragraph: Πληροφορούμεθα, ὅτι μεταξὺ τῶν τριῶν ποδοσφαιρικῶν σωματείων τῆς πόλεως μας διεξάγονται συνεννοήσεις διὰ τὸν καθορισμὸν τῶν ἀγώνων οἵτινες θὰ δοθοῦν κατὰ τὰς ἑορτὰς τῶν Χριστουγέννων. [268, 286, 420, 403]
editor-name: ΝΙΚΟΣ ΦΑΡΔΗΣ [66, 177, 228, 200]
column-left: ΜΑΚΕΔΟΝΙΑ Η ΠΡΩΤΗ ΠΡΩΙΝΗ ΕΦΗΜΕΡΙΣ ΓΡΑΦΕΙΑ-ΤΥΠΟΓΡΑΦΕΙΑ ΕΓΝΑΤΙΑΣ 112 ΑΡΙΘ. ΤΗΛΕΦΩΝΩΝ 46 & 2.51 ΑΡΧΙΣΥΝΤΑΚΤΗΣ ΝΙΚΟΣ ΦΑΡΔΗΣ Η «Μακεδονία» ἐκτυποῦται εἰς ἰδιόκτητα Τυπογραφεῖα καὶ Τεχνουργεῖα. ΤΡΙΤΗ 22 ΔΕΚΕΜΒΡΙΟΥ Ἀναστασία Φαρμακολύτρ. ΑΓΓΕΛΙΑΙ ΑΓΓΕΛΙΑΙ ΚΑΙ ΔΙΑΦΗΜΙΣΕΙΣ ΣΥΓΚΟΙΝΩΝΙΑΙ ΤΑ ΤΡΑΙΝΑ Ποῖα ὥρα φεύγουν ΔΙ' ΑΘΗΝΑΣ : Ἡ ταχεία τὴν 9.10 π. μ. καὶ τὸ Σιμπλὸν τὴν 6 μ.μ. ΔΙΑ ΛΑΡΙΣΣΑΝ : Ἡ μικτὴ τὴν 8.25 π. μ. ΔΙΑ ΜΟΝΑΣΤΗΡΙ : Τὴν 7 π. μ. ΔΙΑ ΑΛ/ΔΡΟΥΠΟΛΙΝ : Ἡ ταχεία τὴν 8.53. ΔΙΑ ΔΡΑΜΑΝ : Ἡ μικτὴ 1.15 μ. μ. ΔΙΑ ΓΕΥΓΕΛΗΝ : Ἡ ταχεία τὴν 12. Ποῖα ὥρα ἔρχονται ΕΞ ΑΘΗΝΩΝ : Ἡ ταχεία τὴν 8.15 π. μ. καὶ τὸ Σιμπλὸν τὴν 1.15 μ. μεσονύκτιον. ΕΚ ΛΑΡΙΣΣΗΣ : Ἡ μικτὴ 1.43 μ.μ. ΕΚ ΜΟΝΑΣΤΗΡΙΟΥ : Ἡ μικτὴ 3.05. ΕΞ ΑΛΕΞ/ΠΟΛΕΩΣ : Ἡ ταχεία 14.38 ΕΚ ΔΡΑΜΑΣ : Ἡ μικτὴ τὴν 13.15. ΕΚ ΓΕΥΓΕΛΗΣ : Ἡ ταχεία τὴν 18.53. ΟΙΚΟΝΟΜΙΚΗ ΚΙΝΗΣΙΣ ΑΓΟΡΑ ΠΩΛΗΣΙΣ Λονδίνου 258.— 265.10 Παρισίων 3.05 3.12 Ν. Ὑόρκης 77.60 78.30 Ρώμης 3.94 4.03 Βερολίνου 18.15 18.87 Ἑλβετίας 15.14 15.38 Ὁλλανδίας 31.13 31.58 Βουκουρεστ. 0.50 0.50 Βιέννης 10.73 11.07 Πράγας 2.27 2.37 Κωνσ/λεως 33 35 Βελιγραδίου 1.36 1.45 Σόφιας 0.53 0.55 Βουδαπέστης 13.45 13.77 Αἰγύπτου 266 273.18 ΟΜΟΛΟΓΙΑΙ Α' Ἀνταλλαξίμων 650.— Β' 622.— Βουλγαρίας 495.— Αὐγουστιανά 495.— Πολεμικοῦ 460.— ΕΜΠΟΡΑΓΟΡΑ ΣΙΤΟΣ: Γιουγκοσλαυίας τῆς 2.25 Ρουμανίας 2.15, Οὐγγαρίας 2.25. ΖΕΑΙ: ἐγχώρια 3.85. ΚΡΙΘΗ: 3.85. ΒΡΩΜΗ: 4.40. ΑΡΑΒΟΣΙΤΟΣ: 3.40. ΣΗΣΑΜΑ: 9.40. ΦΑΣΟΛΙΑ: 2.90. ΛΟΝΔΙΝΟΝ: Ζάχαρις Δεκέμβριος 6|8. ΛΙΒΕΡΠΟΥΛ: Βάμβαξ Δεκέμβριος 4.92. ΛΙΒΕΡΠΟΥΛ: Σιτος Δεκέμβριος 5|5. ΣΙΚΑΓΟΥ: Σῖτος Δεκέμβριος 54 1|4. ΒΙΝΙΠΕΓ: Σῖτος Δεκέμβριος 59 7|8. Ν. ΥΟΡΚΗΣ ΒΑΜΒΑΞ: Δεκέμ. 5.24. ΣΜΥΡΝΗ, Δεκέμβριος. — Ἡ καπνοπαραγωγὴ τῆς περιφερείας Σμύρνης ἀνῆλθεν φέτος εἰς 12 ἑκατομμύρια ὀκάδες. Αἱ ἀγοραὶ ἔχουσιν ἤδη ἀπὸ τοῦ Ὀκτωβρίου ἐκλείσει καὶ αἱ τιμαὶ κυμαίνονται. — Εἰς τὴν Μακεδονίαν. Εἰς τὴν Κεντρικὴν καὶ Δυτικὴν Μακεδονίαν ἡ παραγωγὴ καπνοῦ ὑπολογίζεται εἰς 3.700.000 ὀκάδας. ΑΘΑΝ. Β. ΟΙΚΟΝΟΜΟΥ ΙΑΤΡΟΣ-ΠΑΘΟΛΟΓΟΣ Μετώκησεν εἰς τὴν ὁδὸν Ἀγίας Σοφίας [40, 70, 255, 2120]
notice1-text: Ἡ ἐκλογικὴ Ἐπιτροπὴ τοῦ Ἐμπορικοῦ καὶ Βιομηχανικοῦ Ἐπιμελητηρίου Θεσσαλονίκης ἀνακοινοῖ ὅτι αἱ ἐκλογαὶ θὰ διεξαχθοῦν κατὰ τὰς ὁρισθείσας ἡμερομηνίας. [268, 576, 500, 641]
svg-text:M: M [361, 1264, 407, 1319]
notice2-text: Θέτομεν ὑπ' ὄψιν τῶν ἐνδιαφερομένων ὅτι ἡ συνέλευσις θὰ γίνῃ εἰς τὰ γραφεῖα τοῦ συνεταιρισμοῦ. [268, 838, 500, 877]
table-row: Ν. Ὑόρκης 77.60 78.30 [48, 718, 212, 730]
cinema2-title2: ΣΤΟ ΜΟΝΤΕ ΚΑΡΛΟ [799, 913, 913, 953]
shop-text-1: Ἀφθονία δώρων καὶ παιγνιδίων [779, 430, 933, 441]
sec2-title: ΔΙΑ ΤΗ ΚΟΥΡΕΙΑ ΤΟΥ ΣΥΝΟΙΚΙΣΜΟΥ ΤΟΥΜΠΑΣ [982, 513, 1172, 537]
welding-name: ΔΗΜ. ΜΑΧΙΛΗ [386, 1489, 622, 1525]
refugee-headline-1: ΑΙ ΧΘΕΣΙΝΟΒΡΑΔΥΝΑΙ ΑΠΟΦΑΣΕΙΣ [974, 179, 1397, 204]
poster-ad [268, 977, 500, 1443]
list-item: ΕΞ ΑΘΗΝΩΝ : Ἡ ταχεία τὴν 8.15 π. μ. καὶ τὸ Σιμπλὸν τὴν 1.15 μ. μεσονύκτιον. [46, 535, 248, 559]
doctor-specialty: ΙΑΤΡΟΣ-ΠΑΘΟΛΟΓΟΣ [93, 1301, 201, 1313]
article-paragraph: Τὸ ζήτημα τῆς Ἐθνικῆς Κατηγορίας συζητεῖται ζωηρῶς εἰς τοὺς ἀθλητικοὺς κύκλους. Ἡ Ἐθνικὴ Κατηγορία ἐπανέρχεται κατόπιν ἀποφάσεως. [588, 286, 740, 377]
sunrise-icon [974, 72, 1397, 172]
departures-list [46, 402, 248, 518]
event-heading: ΑΣΘΕΝΕΙΑΙ ΝΟΣΗΜΑΤΑ [1430, 218, 1552, 230]
brand-borsalino-sub: ANTICA-CASA [1455, 450, 1527, 462]
table-row: Παρισίων 3.05 3.12 [48, 706, 206, 718]
cinema2-sub: Η Α. Μ. ΤΟΥ ΠΟΝΤΕΝΕΡΟ [790, 878, 922, 890]
hat-shop-text: ΔΙΑ ΤΑΣ ΕΟΡΤΑΣ ΑΦΙΧΘΗΣΑΝ ΤΑ ΝΕΑ ΚΑΠΕΛΛΑ [1437, 396, 1545, 432]
list-item: ΕΚ ΛΑΡΙΣΣΗΣ : Ἡ μικτὴ 1.43 μ.μ. [58, 563, 222, 575]
event-heading: ΑΝΤΙ ΕΠΙΣΚΕΨΕΩΝ [1442, 330, 1540, 342]
return-title: ΕΠΑΝΟΔΟΣ ΙΑΤΡΟΥ [1243, 703, 1346, 715]
welding-ad [268, 1457, 740, 1548]
shop-text-3: ΕΙΣ ΤΑΣ ΤΙΜΑΣ ΣΧΟΜΕΝ ΣΥΝΑΔΕΛΦΟΥΣ ΟΧΙ ΚΑΙ ΣΥΝΑΓΩΝΙΣΤΑΣ [793, 529, 919, 564]
cinema1-top: ΜΟΝΟΝ [835, 674, 877, 685]
sec5-text: Κατόπιν τηλεγραφήματος τοῦ Νομάρχου Χαλκιδικῆς θὰ ἐπανέλθουν εἰς κανονικὴν λειτουργίαν αἱ συγκοινωνίαι. [1189, 499, 1399, 551]
commerce-title: ΕΜΠΟΡΑΓΟΡΑ [109, 972, 185, 984]
headline-3: ΑΙ ΣΥΝΑΝΤΗΣΕΙΣ ΤΗΣ ΒΑΚΕΡ ΕΝ ΤΗ ΠΟΛΕΙ ΜΑΣ [293, 235, 715, 255]
table-row: Βουκουρεστ. 0.50 0.50 [48, 778, 206, 790]
exchange-rates-table [46, 680, 248, 875]
sec5-title: ΑΙ ΣΥΓΚΟΙΝΩΝΙΑΙ ΧΑΛΚΙΔΙΚΗΣ [1214, 487, 1375, 499]
sec4-title: Η ΚΑΤΑΣΤΑΣΙΣ ΤΩΝ ΚΑΤΟΙΚΩΝ ΤΟΥ ΣΥΝΟΙΚΙΣΜΟΥ Ν. ΜΗΧΑΝΙΩΝΑΣ [1200, 377, 1388, 401]
event-heading: ΤΑΡΑΣΣΑΙ [1464, 270, 1517, 282]
list-item: ΕΚ ΔΡΑΜΑΣ : Ἡ μικτὴ τὴν 13.15. [58, 611, 220, 623]
trains-title: ΤΑ ΤΡΑΙΝΑ [102, 371, 192, 390]
funeral-text: Τὴν προσφιλῆ ἡμῶν σύζυγον, μητέρα καὶ ἀδελφήν [1204, 585, 1384, 609]
thanks-title: ΕΥΧΑΡΙΣΤΗΡΙΟΝ [341, 920, 427, 932]
prudential-agent: ΚΑΤΑΣΤΗΜΑΤΑ Ν. ΚΡΑΛΛΗ & ΥΙΩΝ [1049, 865, 1322, 882]
table-row: Αἰγύπτου 266 273.18 [48, 862, 218, 874]
table-row: Βουλγαρίας 495.— [48, 923, 224, 935]
table-row: Πράγας 2.27 2.37 [48, 802, 206, 814]
sec3-title: ΤΙΜΟΝ ΤΩΝ ΔΙΚΑΙΟΥΧΩΝ ΘΑ ΠΛΗΡΩΘΟΥΝ ΣΗΜΕΡΟΝ [1001, 593, 1153, 617]
